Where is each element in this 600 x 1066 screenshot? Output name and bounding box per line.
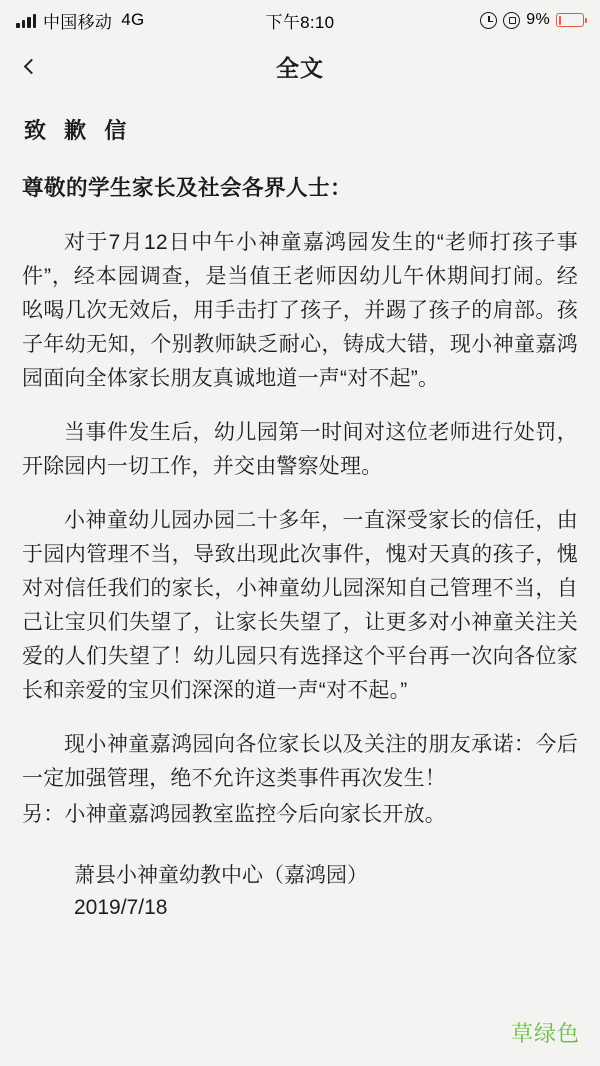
status-bar-clock: 下午8:10 (265, 12, 335, 32)
signature-date: 2019/7/18 (74, 895, 168, 919)
navigation-bar (0, 40, 600, 92)
salutation-line: 尊敬的学生家长及社会各界人士： (22, 176, 353, 200)
paragraph: 当事件发生后，幼儿园第一时间对这位老师进行处罚，开除园内一切工作，并交由警察处理。 (22, 421, 578, 479)
battery-level-fill (559, 16, 561, 25)
status-bar (0, 0, 600, 40)
carrier-label: 中国移动 (43, 12, 113, 32)
paragraph: 小神童幼儿园办园二十多年，一直深受家长的信任，由于园内管理不当，导致出现此次事件，愧对天真的孩子，愧对对信任我们的家长，小神童幼儿园深知自己管理不当，自己让宝贝们失望了，让家长失望了，让更多对小神童关注关爱的人们失望了！幼儿园只有选择这个平台再一次向各位家长和亲爱的宝贝们深深的道一声“对不起。” (22, 509, 578, 703)
article-body[interactable] (0, 92, 600, 1066)
watermark-label: 草绿色 (510, 1021, 580, 1046)
signal-strength-icon (16, 13, 36, 28)
signature-block (22, 860, 578, 923)
battery-icon (556, 13, 584, 27)
signature-organization: 萧县小神童幼教中心（嘉鸿园） (74, 864, 368, 888)
paragraph: 对于7月12日中午小神童嘉鸿园发生的“老师打孩子事件”，经本园调查，是当值王老师因幼儿午休期间打闹。经吆喝几次无效后，用手击打了孩子，并踢了孩子的肩部。孩子年幼无知，个别教师缺乏耐心，铸成大错，现小神童嘉鸿园面向全体家长朋友真诚地道一声“对不起”。 (22, 231, 578, 391)
additional-note: 另：小神童嘉鸿园教室监控今后向家长开放。 (22, 803, 446, 827)
status-bar-left (16, 8, 144, 33)
status-bar-right (480, 11, 584, 29)
page-title: 全文 (276, 54, 324, 81)
network-type-label: 4G (121, 10, 145, 29)
alarm-icon (480, 12, 497, 29)
document-title: 致 歉 信 (24, 118, 133, 143)
rotation-lock-icon (503, 12, 520, 29)
paragraph: 现小神童嘉鸿园向各位家长以及关注的朋友承诺：今后一定加强管理，绝不允许这类事件再次发生！ (22, 733, 578, 791)
battery-percent-label: 9% (526, 11, 550, 28)
